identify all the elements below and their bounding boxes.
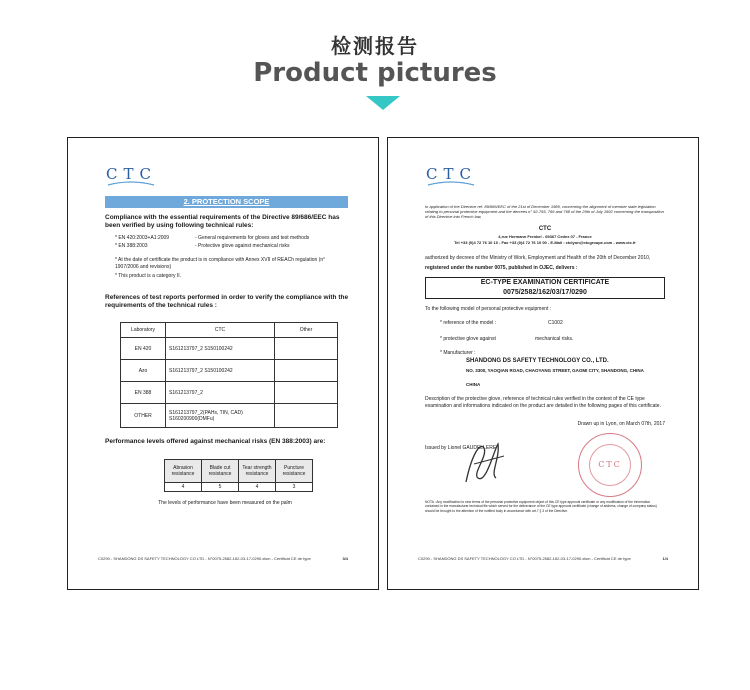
column-header: Puncture resistance <box>276 460 313 483</box>
logo-swoosh-icon <box>426 180 476 188</box>
table-row: EN 388 S161213797_2 <box>121 382 338 404</box>
certificate-number: 0075/2582/162/03/17/0290 <box>503 288 587 296</box>
table-row: Azo S161213797_2 S150100242 <box>121 360 338 382</box>
page-number: 1/4 <box>662 556 668 561</box>
organization-contact: Tel +33 (0)4 72 76 10 10 - Fax +33 (0)4 72 76 10 00 - E-Mail : ctclyon@ctcgroupe.com - www.ctc.fr <box>454 240 636 245</box>
manufacturer-name: SHANDONG DS SAFETY TECHNOLOGY CO., LTD. <box>466 358 609 364</box>
down-arrow-icon <box>366 96 400 110</box>
directive-intro: In application of the Directive ref. 89/686/EEC of the 21st of December 1989, concerning the alignment of member state legislation relating to personal protective equipment and the decrees n° 92-765, 766 and 768 of the 29th of July 1992 concerning the transposition of this Directive into French law, <box>425 204 664 219</box>
standards-list <box>105 234 355 250</box>
nota-text: NOTA : Any modification to new terms of the personal protective equipment object of this CE type approval certificate or any modification of the information contained in the manufacturer technical file which served for the deliverance of the CE type approval certificate (change of address, change of company status) should be brought to the attention of the notified body in accordance with art.7 § 3 of the Directive. <box>425 500 657 513</box>
manufacturer-country: CHINA <box>466 382 481 387</box>
performance-note: The levels of performance have been measured on the palm <box>158 500 292 506</box>
column-header: Blade cut resistance <box>202 460 239 483</box>
ctc-logo: CTC <box>426 165 476 185</box>
category-note: * This product is a category II. <box>115 273 182 279</box>
description-text: Description of the protective glove, reference of technical rules verified in the context of the CE type examination and informations indicated on the product are detailed in the following pages of this certificate. <box>425 396 661 409</box>
registration-text: registered under the number 0075, published in OJEC, delivers : <box>425 265 578 271</box>
model-reference-label: * reference of the model : <box>440 320 497 326</box>
issued-by-text: Issued by Lionel GAUDELLERE <box>425 445 497 451</box>
certification-stamp: CTC <box>578 433 642 497</box>
organization-address: 4,rue Hermann Frenkel - 69367 Cedex 07 - France <box>498 234 592 239</box>
glove-type-value: mechanical risks. <box>535 336 574 342</box>
standard-row: * EN 420:2003+A1:2009 - General requirements for gloves and test methods <box>115 235 310 241</box>
test-reports-table <box>120 322 338 428</box>
glove-type-label: * protective glove against <box>440 336 496 342</box>
drawn-up-text: Drawn up in Lyon, on March 07th, 2017 <box>577 421 665 427</box>
page-title-english: Product pictures <box>253 58 497 88</box>
standard-row: * EN 388:2003 - Protective glove against mechanical risks <box>115 243 290 249</box>
reach-note: * At the date of certificate the product is in compliance with Annex XVII of REACh regulation (n° 1907/2006 and revisions) <box>115 257 326 270</box>
certificate-title-box <box>425 277 665 299</box>
references-heading: References of test reports performed in order to verify the compliance with the requirements of the technical rules : <box>105 294 349 309</box>
page-footer: C0290 - SHANDONG DS SAFETY TECHNOLOGY CO LTD - N°0075-2582-162-03-17-0290.xlsm - Certificat CE de type 3/4 <box>98 556 348 561</box>
document-page-protection-scope <box>67 137 379 590</box>
table-row: EN 420 S161213797_2 S150100242 <box>121 338 338 360</box>
document-page-certificate <box>387 137 699 590</box>
organization-name: CTC <box>538 226 552 232</box>
certificate-title: EC-TYPE EXAMINATION CERTIFICATE <box>480 279 610 286</box>
column-header: Tear strength resistance <box>239 460 276 483</box>
model-intro: To the following model of personal protective equipment : <box>425 306 552 312</box>
column-header: Laboratory <box>121 323 166 338</box>
page-number: 3/4 <box>342 556 348 561</box>
performance-heading: Performance levels offered against mechanical risks (EN 388:2003) are: <box>105 438 326 445</box>
page-footer: C0290 - SHANDONG DS SAFETY TECHNOLOGY CO LTD - N°0075-2582-162-03-17-0290.xlsm - Certificat CE de type 1/4 <box>418 556 668 561</box>
manufacturer-address: NO. 3300, YAOQIAN ROAD, CHAOYANG STREET, GAOMI CITY, SHANDONG, CHINA <box>466 368 644 373</box>
compliance-heading: Compliance with the essential requirements of the Directive 89/686/EEC has been verified by using following technical rules: <box>105 214 340 229</box>
column-header: Other <box>275 323 338 338</box>
authorization-text: authorized by decrees of the Ministry of Work, Employment and Health of the 20th of December 2010, <box>425 255 651 261</box>
table-row: OTHER S161213797_2(PAHs, TIN, CAD) S160200900(DMFu) <box>121 404 338 428</box>
page-title-chinese: 检测报告 <box>331 34 419 58</box>
column-header: CTC <box>166 323 275 338</box>
model-reference-value: C1002 <box>548 320 563 326</box>
logo-swoosh-icon <box>106 180 156 188</box>
performance-table <box>164 459 313 492</box>
column-header: Abrasion resistance <box>165 460 202 483</box>
manufacturer-label: * Manufacturer : <box>440 350 476 356</box>
table-row: 4 5 4 3 <box>165 483 313 492</box>
ctc-logo: CTC <box>106 165 156 185</box>
scope-title-bar: 2. PROTECTION SCOPE <box>105 196 348 208</box>
signature-icon <box>454 434 514 494</box>
